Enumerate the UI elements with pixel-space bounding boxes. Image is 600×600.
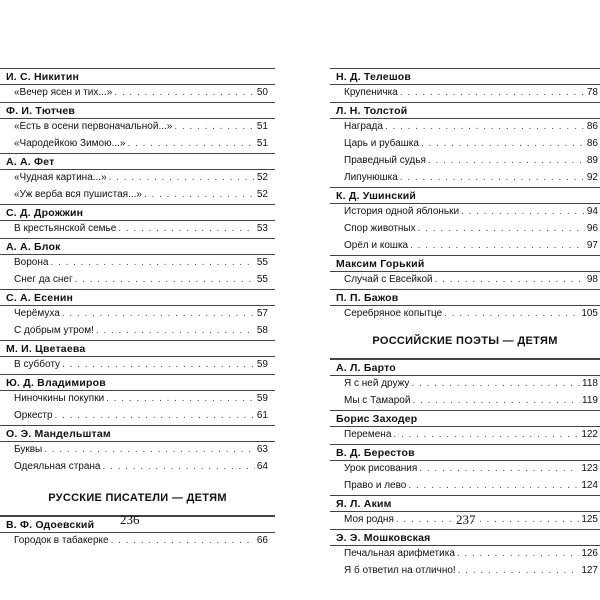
dot-leader	[118, 223, 255, 235]
author-heading: Ю. Д. Владимиров	[0, 374, 275, 391]
dot-leader	[421, 138, 585, 150]
entry-page-number: 86	[586, 138, 598, 149]
entry-page-number: 127	[581, 565, 598, 576]
toc-entry	[0, 442, 275, 459]
dot-leader	[109, 172, 255, 184]
dot-leader	[96, 325, 255, 337]
entry-title: Перемена	[344, 429, 392, 440]
entry-page-number: 126	[581, 548, 598, 559]
toc-entry	[330, 238, 600, 255]
toc-entry	[330, 393, 600, 410]
dot-leader	[411, 378, 580, 390]
entry-page-number: 50	[256, 87, 268, 98]
right-toc-after	[330, 359, 600, 580]
dot-leader	[461, 206, 585, 218]
dot-leader	[412, 395, 580, 407]
author-heading: П. П. Бажов	[330, 289, 600, 306]
entry-page-number: 105	[581, 308, 598, 319]
toc-entry	[330, 478, 600, 495]
entry-title: Право и лево	[344, 480, 407, 491]
dot-leader	[457, 548, 579, 560]
entry-page-number: 86	[586, 121, 598, 132]
right-toc-before	[330, 68, 600, 323]
entry-page-number: 52	[256, 172, 268, 183]
entry-title: Липунюшка	[344, 172, 398, 183]
page-number: 237	[456, 512, 476, 527]
author-heading: Ф. И. Тютчев	[0, 102, 275, 119]
author-heading: Л. Н. Толстой	[330, 102, 600, 119]
left-toc-before	[0, 68, 275, 476]
entry-page-number: 92	[586, 172, 598, 183]
toc-entry	[330, 563, 600, 580]
toc-entry	[330, 221, 600, 238]
dot-leader	[111, 535, 255, 547]
entry-page-number: 119	[582, 395, 598, 406]
dot-leader	[444, 308, 579, 320]
author-heading: В. Д. Берестов	[330, 444, 600, 461]
left-page	[0, 68, 275, 550]
entry-page-number: 98	[586, 274, 598, 285]
entry-title: Царь и рубашка	[344, 138, 419, 149]
toc-entry	[0, 255, 275, 272]
entry-page-number: 78	[586, 87, 598, 98]
toc-entry	[330, 136, 600, 153]
entry-title: «Чародейкою Зимою...»	[14, 138, 126, 149]
dot-leader	[55, 410, 255, 422]
dot-leader	[62, 308, 255, 320]
dot-leader	[393, 429, 579, 441]
entry-title: Мы с Тамарой	[344, 395, 411, 406]
entry-page-number: 55	[256, 257, 268, 268]
dot-leader	[174, 121, 255, 133]
entry-page-number: 59	[256, 393, 268, 404]
entry-title: В субботу	[14, 359, 61, 370]
toc-entry	[0, 323, 275, 340]
dot-leader	[410, 240, 585, 252]
section-heading: РОССИЙСКИЕ ПОЭТЫ — ДЕТЯМ	[330, 323, 600, 359]
entry-title: «Вечер ясен и тих...»	[14, 87, 113, 98]
author-heading: М. И. Цветаева	[0, 340, 275, 357]
toc-entry	[330, 376, 600, 393]
entry-page-number: 61	[256, 410, 268, 421]
entry-title: Серебряное копытце	[344, 308, 443, 319]
entry-page-number: 97	[586, 240, 598, 251]
entry-title: Ниночкины покупки	[14, 393, 105, 404]
entry-title: Городок в табакерке	[14, 535, 109, 546]
author-heading: Я. Л. Аким	[330, 495, 600, 512]
toc-entry	[0, 136, 275, 153]
author-heading: И. С. Никитин	[0, 68, 275, 85]
entry-title: Печальная арифметика	[344, 548, 455, 559]
entry-title: «Чудная картина...»	[14, 172, 107, 183]
entry-page-number: 58	[256, 325, 268, 336]
toc-entry	[330, 170, 600, 187]
entry-page-number: 124	[581, 480, 598, 491]
entry-title: Моя родня	[344, 514, 394, 525]
dot-leader	[419, 463, 579, 475]
entry-title: «Уж верба вся пушистая...»	[14, 189, 142, 200]
toc-entry	[330, 85, 600, 102]
toc-entry	[0, 306, 275, 323]
entry-page-number: 55	[256, 274, 268, 285]
dot-leader	[114, 87, 255, 99]
toc-entry	[330, 153, 600, 170]
dot-leader	[408, 480, 579, 492]
toc-entry	[330, 461, 600, 478]
entry-page-number: 89	[586, 155, 598, 166]
entry-title: «Есть в осени первоначальной...»	[14, 121, 173, 132]
toc-entry	[0, 187, 275, 204]
entry-title: Урок рисования	[344, 463, 418, 474]
toc-entry	[0, 533, 275, 550]
entry-page-number: 66	[256, 535, 268, 546]
author-heading: Максим Горький	[330, 255, 600, 272]
entry-page-number: 51	[256, 121, 268, 132]
entry-page-number: 51	[256, 138, 268, 149]
dot-leader	[44, 444, 255, 456]
dot-leader	[62, 359, 255, 371]
entry-page-number: 118	[582, 378, 598, 389]
entry-page-number: 59	[256, 359, 268, 370]
toc-entry	[330, 119, 600, 136]
dot-leader	[458, 565, 580, 577]
toc-entry	[330, 306, 600, 323]
entry-title: Крупеничка	[344, 87, 398, 98]
page-number: 236	[120, 512, 140, 527]
entry-title: Орёл и кошка	[344, 240, 409, 251]
author-heading: К. Д. Ушинский	[330, 187, 600, 204]
entry-title: В крестьянской семье	[14, 223, 117, 234]
toc-entry	[0, 391, 275, 408]
entry-title: Случай с Евсейкой	[344, 274, 433, 285]
toc-entry	[0, 119, 275, 136]
dot-leader	[102, 461, 254, 473]
toc-entry	[330, 427, 600, 444]
author-heading: А. А. Фет	[0, 153, 275, 170]
dot-leader	[50, 257, 254, 269]
author-heading: О. Э. Мандельштам	[0, 425, 275, 442]
toc-entry	[0, 272, 275, 289]
dot-leader	[396, 514, 579, 526]
entry-title: Ворона	[14, 257, 49, 268]
right-page	[330, 68, 600, 580]
entry-page-number: 122	[581, 429, 598, 440]
entry-page-number: 125	[581, 514, 598, 525]
dot-leader	[400, 172, 585, 184]
author-heading: А. Л. Барто	[330, 359, 600, 376]
author-heading: А. А. Блок	[0, 238, 275, 255]
author-heading: С. Д. Дрожжин	[0, 204, 275, 221]
entry-title: Я б ответил на отлично!	[344, 565, 456, 576]
dot-leader	[106, 393, 255, 405]
entry-title: Награда	[344, 121, 383, 132]
entry-page-number: 63	[256, 444, 268, 455]
author-heading: Борис Заходер	[330, 410, 600, 427]
entry-title: Снег да снег	[14, 274, 73, 285]
author-heading: Э. Э. Мошковская	[330, 529, 600, 546]
entry-title: Черёмуха	[14, 308, 60, 319]
toc-entry	[330, 546, 600, 563]
section-heading: РУССКИЕ ПИСАТЕЛИ — ДЕТЯМ	[0, 480, 275, 516]
entry-page-number: 94	[586, 206, 598, 217]
toc-entry	[0, 459, 275, 476]
entry-page-number: 52	[256, 189, 268, 200]
toc-entry	[0, 170, 275, 187]
entry-title: Одеяльная страна	[14, 461, 101, 472]
entry-page-number: 57	[256, 308, 268, 319]
entry-title: С добрым утром!	[14, 325, 94, 336]
dot-leader	[400, 87, 585, 99]
dot-leader	[144, 189, 255, 201]
toc-entry	[0, 408, 275, 425]
toc-entry	[330, 204, 600, 221]
entry-title: Праведный судья	[344, 155, 426, 166]
dot-leader	[418, 223, 585, 235]
entry-page-number: 123	[581, 463, 598, 474]
dot-leader	[428, 155, 585, 167]
entry-title: История одной яблоньки	[344, 206, 460, 217]
dot-leader	[435, 274, 585, 286]
dot-leader	[385, 121, 585, 133]
entry-title: Я с ней дружу	[344, 378, 410, 389]
dot-leader	[75, 274, 255, 286]
author-heading: В. Ф. Одоевский	[0, 516, 275, 533]
entry-page-number: 53	[256, 223, 268, 234]
toc-entry	[330, 272, 600, 289]
entry-page-number: 64	[256, 461, 268, 472]
entry-title: Буквы	[14, 444, 43, 455]
toc-entry	[0, 85, 275, 102]
entry-title: Спор животных	[344, 223, 416, 234]
entry-page-number: 96	[586, 223, 598, 234]
author-heading: С. А. Есенин	[0, 289, 275, 306]
toc-entry	[0, 221, 275, 238]
toc-entry	[0, 357, 275, 374]
author-heading: Н. Д. Телешов	[330, 68, 600, 85]
entry-title: Оркестр	[14, 410, 53, 421]
dot-leader	[127, 138, 254, 150]
